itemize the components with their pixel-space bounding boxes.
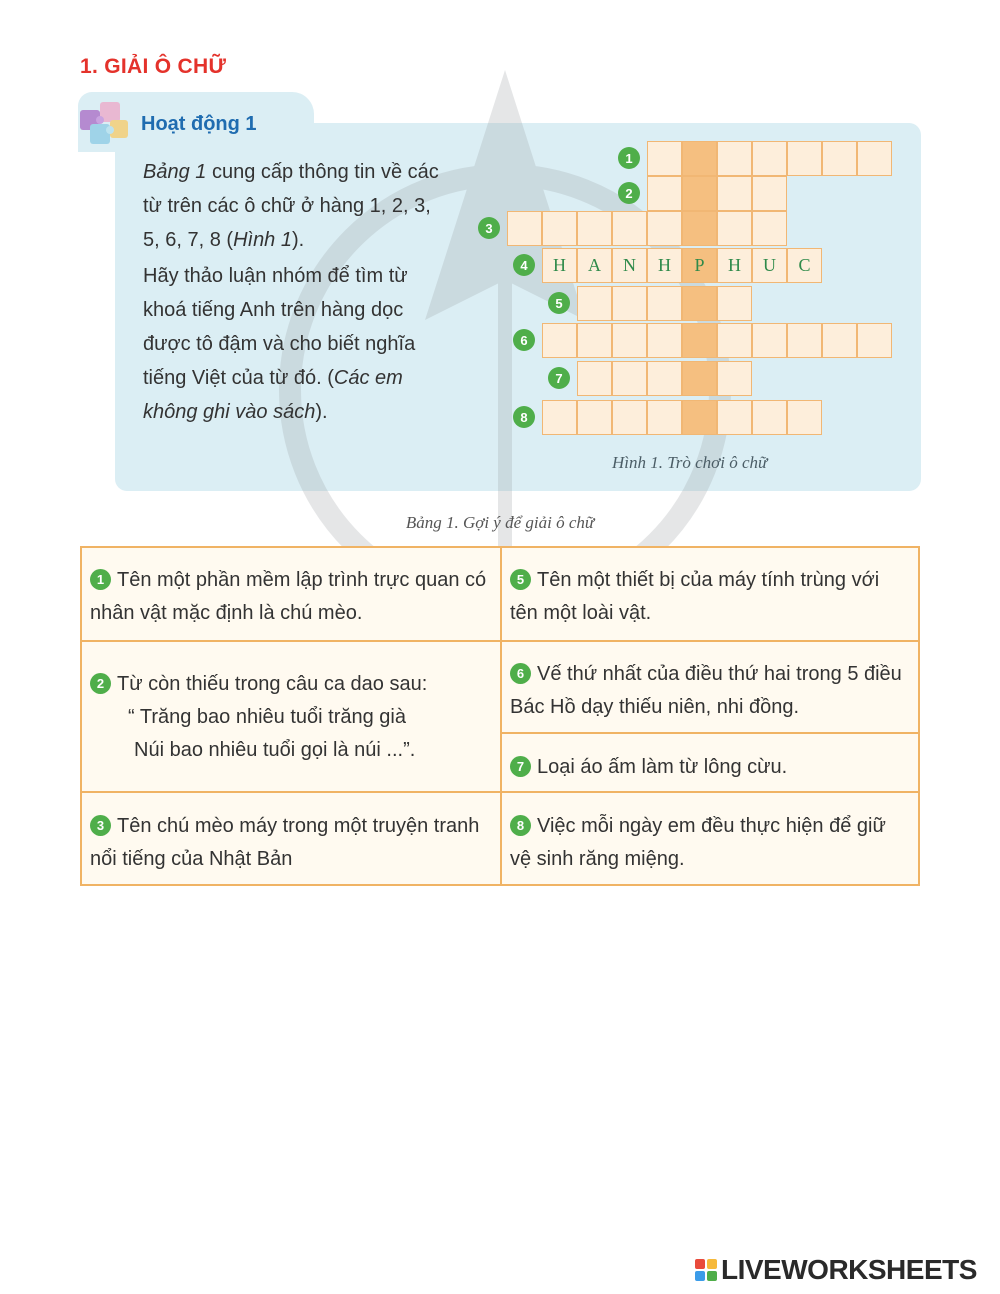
table-caption: Bảng 1. Gợi ý để giải ô chữ (405, 513, 595, 532)
crossword-cell: H (542, 248, 577, 283)
intro-figure-ref: Hình 1 (233, 229, 292, 251)
row-number-badge: 3 (478, 217, 500, 239)
clue-text: Từ còn thiếu trong câu ca dao sau: (117, 673, 428, 695)
activity-task (143, 259, 449, 429)
clue-1 (82, 564, 500, 630)
verse-line: Núi bao nhiêu tuổi gọi là núi ...”. (134, 739, 416, 761)
crossword-cell: A (577, 248, 612, 283)
crossword-cell: H (717, 248, 752, 283)
activity-title: Hoạt động 1 (141, 113, 257, 135)
intro-text: cung cấp thông tin về các từ trên các ô chữ ở hàng 1, 2, 3, 5, 6, 7, 8 ( (143, 161, 439, 251)
crossword-cell: U (752, 248, 787, 283)
clue-7 (502, 751, 918, 784)
clue-number-badge: 3 (90, 815, 111, 836)
clue-text: Tên một thiết bị của máy tính trùng với tên một loài vật. (510, 569, 880, 624)
intro-italic: Bảng 1 (143, 161, 207, 183)
table-divider (82, 791, 918, 793)
verse-line: “ Trăng bao nhiêu tuổi trăng già (128, 706, 406, 728)
clue-number-badge: 7 (510, 756, 531, 777)
crossword-cell: N (612, 248, 647, 283)
section-title: 1. GIẢI Ô CHỮ (80, 55, 227, 78)
crossword-cell: C (787, 248, 822, 283)
activity-instructions (143, 155, 449, 429)
crossword-cell: H (647, 248, 682, 283)
clue-text: Tên chú mèo máy trong một truyện tranh nổi tiếng của Nhật Bản (90, 815, 480, 870)
clue-number-badge: 8 (510, 815, 531, 836)
intro-end: ). (292, 229, 305, 251)
figure-caption: Hình 1. Trò chơi ô chữ (612, 453, 768, 472)
liveworksheets-logo (695, 1254, 977, 1286)
clue-text: Loại áo ấm làm từ lông cừu. (537, 756, 788, 778)
task-end: ). (315, 401, 328, 423)
clue-5 (502, 564, 918, 630)
row-number-badge: 5 (548, 292, 570, 314)
row-number-badge: 4 (513, 254, 535, 276)
table-divider (500, 732, 918, 734)
clue-2 (82, 668, 500, 767)
logo-icon (695, 1259, 717, 1281)
clue-6 (502, 658, 918, 724)
row-number-badge: 6 (513, 329, 535, 351)
clue-text: Vế thứ nhất của điều thứ hai trong 5 điều Bác Hồ dạy thiếu niên, nhi đồng. (510, 663, 902, 718)
table-divider (82, 640, 918, 642)
puzzle-icon (76, 94, 134, 148)
logo-text: LIVEWORKSHEETS (721, 1254, 977, 1285)
clue-text: Việc mỗi ngày em đều thực hiện để giữ vệ sinh răng miệng. (510, 815, 886, 870)
task-text: Hãy thảo luận nhóm để tìm từ khoá tiếng Anh trên hàng dọc được tô đậm và cho biết nghĩa tiếng Việt của từ đó. ( (143, 265, 416, 389)
clue-number-badge: 6 (510, 663, 531, 684)
clues-table (80, 546, 920, 886)
task-italic: Các em không ghi vào sách (143, 367, 403, 423)
clue-3 (82, 810, 500, 876)
clue-text: Tên một phần mềm lập trình trực quan có nhân vật mặc định là chú mèo. (90, 569, 487, 624)
clue-number-badge: 5 (510, 569, 531, 590)
row-number-badge: 2 (618, 182, 640, 204)
clue-number-badge: 1 (90, 569, 111, 590)
clue-number-badge: 2 (90, 673, 111, 694)
row-number-badge: 8 (513, 406, 535, 428)
activity-intro (143, 155, 449, 257)
row-number-badge: 7 (548, 367, 570, 389)
clue-8 (502, 810, 918, 876)
row-number-badge: 1 (618, 147, 640, 169)
crossword-cell: P (682, 248, 717, 283)
